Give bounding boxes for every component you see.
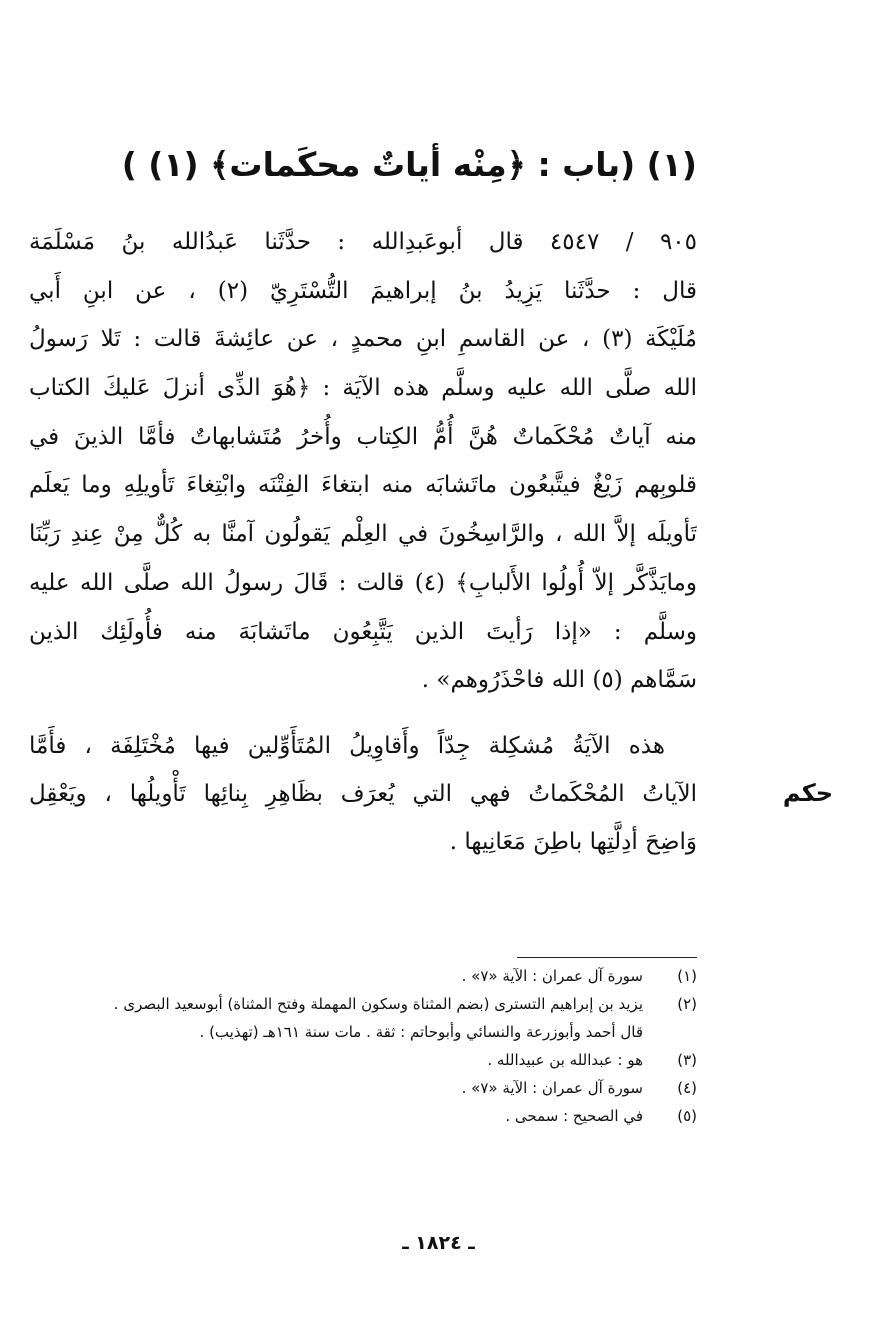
commentary-line: هذه الآيَةُ مُشكِلة جِدّاً وأَقاوِيلُ المُتَأَوِّلين فيها مُخْتَلِفَة ، فأَمَّا [29, 733, 665, 759]
footnote-item [29, 962, 697, 990]
footnote-text: سورة آل عمران : الآية «٧» . [461, 1079, 643, 1097]
page-number: ـ ١٨٢٤ ـ [402, 1232, 475, 1254]
hadith-line: الله صلَّى الله عليه وسلَّم هذه الآيَة : ﴿هُوَ الذِّى أنزلَ عَليكَ الكتاب [29, 375, 697, 402]
footnote-text: يزيد بن إبراهيم التسترى (بضم المثناة وسكون المهملة وفتح المثناة) أبوسعيد البصرى . [113, 995, 643, 1013]
footnote-number: (٣) [677, 1051, 697, 1069]
hadith-line: قلوبِهم زَيْغٌ فيتَّبعُون ماتَشابَه منه ابتغاءَ الفِتْنَه وابْتِغاءَ تَأويلِهِ وما يَعلَم [29, 472, 697, 499]
chapter-title: (١) (باب : ﴿مِنْه أياتٌ محكَمات﴾ (١) ) [121, 145, 697, 184]
footnote-text: قال أحمد وأبوزرعة والنسائي وأبوحاتم : ثقة . مات سنة ١٦١هـ (تهذيب) . [199, 1023, 643, 1041]
hadith-line: ٩٠٥ / ٤٥٤٧ قال أبوعَبدِالله : حدَّثَنا عَبدُالله بنُ مَسْلَمَة [29, 229, 697, 255]
footnote-continuation [29, 1018, 697, 1046]
footnote-item [29, 1046, 697, 1074]
hadith-line: قال : حدَّثَنا يَزِيدُ بنُ إبراهيمَ التُّسْتَرِيّ (٢) ، عن ابنِ أَبي [29, 277, 697, 304]
footnotes [29, 962, 697, 1130]
footnote-item [29, 1074, 697, 1102]
hadith-line: ومايَذَّكَّر إلاّ أُولُوا الأَلبابِ﴾ (٤) قالت : قَالَ رسولُ الله صلَّى الله عليه [29, 569, 697, 596]
commentary-line: وَاضِحَ أدِلَّتِها باطِنَ مَعَانِيها . [449, 829, 697, 855]
footnote-divider [517, 957, 697, 958]
hadith-text [29, 218, 697, 705]
footnote-number: (٥) [677, 1107, 697, 1125]
footnote-number: (٢) [677, 995, 697, 1013]
footnote-number: (٤) [677, 1079, 697, 1097]
footnote-text: هو : عبدالله بن عبيدالله . [487, 1051, 643, 1069]
hadith-line: سَمَّاهم (٥) الله فاحْذَرُوهم» . [421, 667, 697, 694]
hadith-line: مُلَيْكَة (٣) ، عن القاسمِ ابنِ محمدٍ ، عن عائِشةَ قالت : تَلا رَسولُ [29, 326, 697, 353]
footnote-text: سورة آل عمران : الآية «٧» . [461, 967, 643, 985]
footnote-number: (١) [677, 967, 697, 985]
hadith-line: منه آياتٌ مُحْكَماتٌ هُنَّ أُمُّ الكِتاب وأُخرُ مُتَشابهاتٌ فأمَّا الذينَ في [29, 423, 697, 450]
hadith-line: وسلَّم : «إذا رَأيتَ الذين يَتَّبِعُون ماتَشابَهَ منه فأُولَئِك الذين [29, 618, 697, 645]
footnote-item [29, 1102, 697, 1130]
margin-note: حكم [782, 779, 833, 807]
hadith-line: تَأويلَه إلاَّ الله ، والرَّاسِخُونَ في العِلْم يَقولُون آمنَّا به كُلٌّ مِنْ عِندِ رَبِّنَا [29, 521, 697, 548]
commentary-line: الآياتُ المُحْكَماتُ فهي التي يُعرَف بظَاهِرِ بِنائِها تَأْويلُها ، ويَعْقِل [29, 781, 697, 807]
footnote-text: في الصحيح : سمحى . [505, 1107, 643, 1125]
footnote-item [29, 990, 697, 1018]
commentary-paragraph [29, 722, 697, 866]
